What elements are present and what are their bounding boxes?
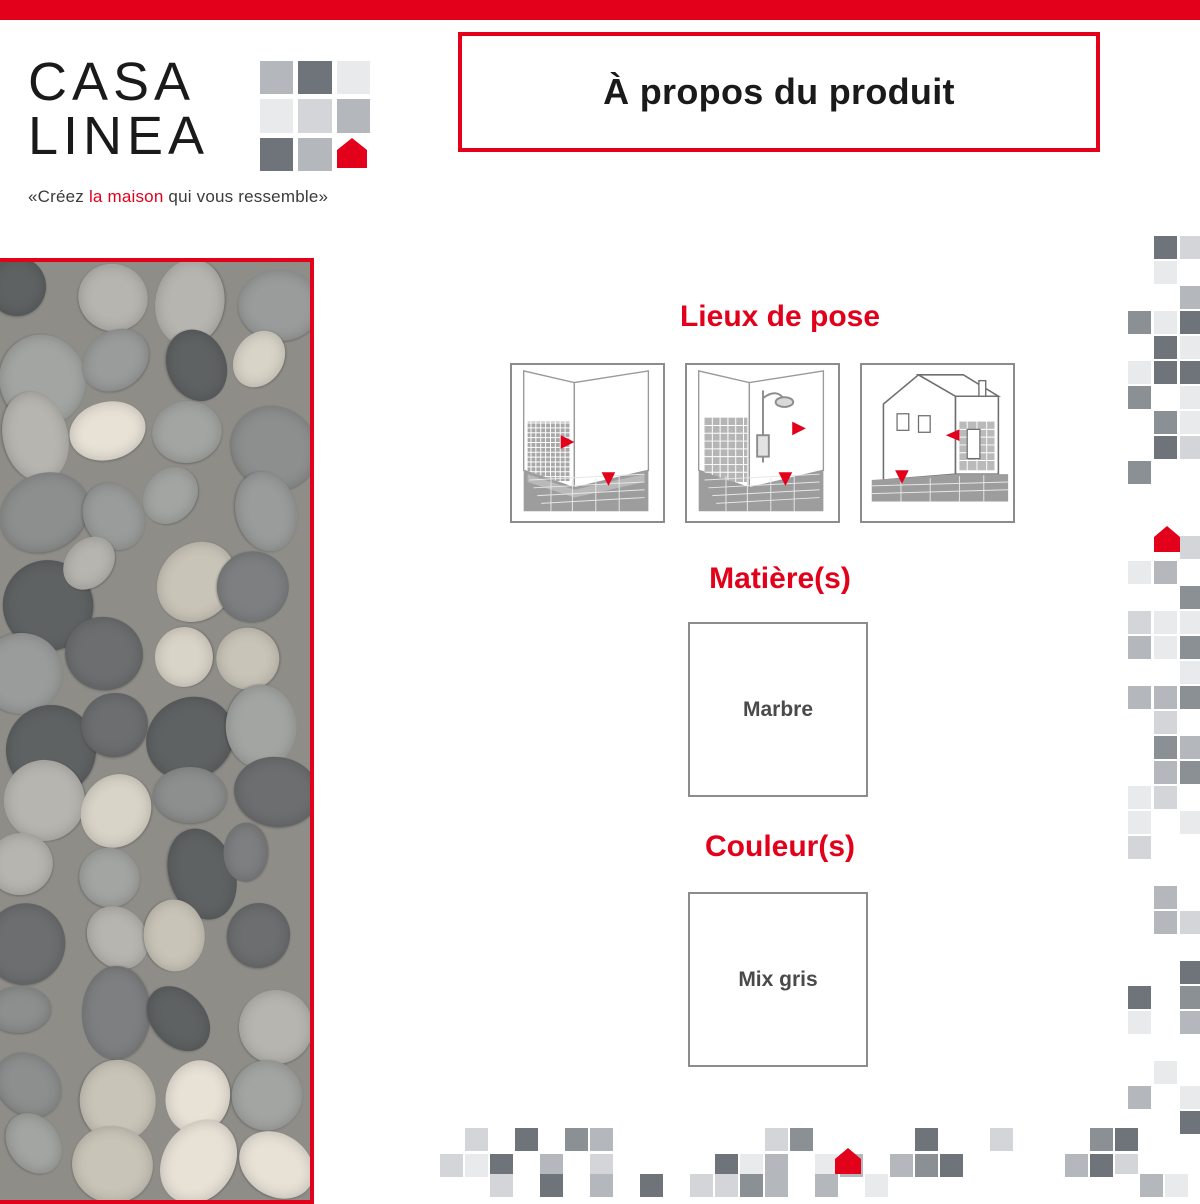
mosaic-tile [1128, 361, 1151, 384]
mosaic-tile [990, 1128, 1013, 1151]
mosaic-tile [1180, 361, 1200, 384]
mosaic-tile [1090, 1154, 1113, 1177]
mosaic-tile [1140, 1174, 1163, 1197]
mosaic-tile [1015, 1128, 1038, 1151]
pebble [148, 397, 226, 468]
mosaic-tile [1128, 386, 1151, 409]
mosaic-tile [440, 1154, 463, 1177]
mosaic-tile [1180, 411, 1200, 434]
mosaic-tile [1154, 236, 1177, 259]
mosaic-tile [1128, 986, 1151, 1009]
mosaic-tile [1140, 1128, 1163, 1151]
house-exterior-icon [860, 363, 1015, 523]
mosaic-tile [1154, 411, 1177, 434]
brand-logo [28, 52, 428, 207]
pebble [0, 258, 48, 319]
logo-house-icon [337, 138, 370, 171]
mosaic-tile [1128, 311, 1151, 334]
mosaic-tile [1180, 611, 1200, 634]
wall-floor-interior-icon [510, 363, 665, 523]
mosaic-tile [1154, 636, 1177, 659]
mosaic-tile [1154, 361, 1177, 384]
mosaic-tile [1154, 911, 1177, 934]
mosaic-tile [1128, 561, 1151, 584]
pebble [81, 965, 151, 1060]
mosaic-tile [915, 1128, 938, 1151]
mosaic-tile [1128, 811, 1151, 834]
pebble [153, 767, 228, 825]
mosaic-tile [1154, 711, 1177, 734]
mosaic-tile [915, 1154, 938, 1177]
mosaic-tile [1128, 611, 1151, 634]
mosaic-tile [1128, 461, 1151, 484]
mosaic-tile [1180, 911, 1200, 934]
mosaic-tile [465, 1128, 488, 1151]
mosaic-tile [765, 1174, 788, 1197]
matiere-value-box [688, 622, 868, 797]
mosaic-tile [1180, 961, 1200, 984]
mosaic-tile [1154, 336, 1177, 359]
mosaic-tile [1128, 936, 1151, 959]
mosaic-tile [790, 1174, 813, 1197]
mosaic-tile [890, 1154, 913, 1177]
brand-tagline [28, 187, 428, 207]
pebble [225, 684, 298, 769]
pebble [144, 1104, 253, 1204]
mosaic-tile [465, 1154, 488, 1177]
mosaic-tile [1065, 1154, 1088, 1177]
mosaic-tile [1128, 486, 1151, 509]
mosaic-tile [1128, 786, 1151, 809]
mosaic-tile [715, 1174, 738, 1197]
mosaic-tile [1180, 386, 1200, 409]
pebble [232, 982, 314, 1070]
mosaic-tile [1154, 761, 1177, 784]
pebble [152, 624, 216, 690]
mosaic-tile [1154, 311, 1177, 334]
section-title-matiere: Matière(s) [709, 562, 851, 595]
mosaic-tile [1154, 836, 1177, 859]
mosaic-tile [490, 1174, 513, 1197]
mosaic-tile [1180, 336, 1200, 359]
mosaic-tile [640, 1174, 663, 1197]
mosaic-tile [1180, 986, 1200, 1009]
mosaic-tile [1154, 436, 1177, 459]
brand-name-line2: LINEA [28, 106, 210, 166]
mosaic-tile [590, 1128, 613, 1151]
tagline-highlight: la maison [88, 187, 164, 206]
mosaic-tile [1180, 286, 1200, 309]
mosaic-tile [565, 1128, 588, 1151]
mosaic-strip-bottom [440, 1128, 1200, 1200]
page-title: À propos du produit [603, 71, 955, 112]
mosaic-strip-right [1128, 236, 1200, 1144]
pebble [0, 984, 53, 1034]
mosaic-tile [1154, 811, 1177, 834]
mosaic-tile [1180, 236, 1200, 259]
mosaic-tile [1180, 436, 1200, 459]
mosaic-tile [740, 1128, 763, 1151]
mosaic-tile [1180, 736, 1200, 759]
mosaic-tile [640, 1128, 663, 1151]
mosaic-tile [790, 1128, 813, 1151]
section-title-lieux-de-pose: Lieux de pose [679, 300, 881, 333]
mosaic-tile [1180, 761, 1200, 784]
page-title-box [458, 32, 1100, 152]
mosaic-tile [1115, 1128, 1138, 1151]
mosaic-tile [515, 1128, 538, 1151]
pebble [229, 751, 314, 832]
top-accent-bar [0, 0, 1200, 20]
couleur-value: Mix gris [738, 967, 818, 991]
product-photo [0, 258, 314, 1204]
matiere-value: Marbre [742, 697, 814, 721]
mosaic-tile [1128, 686, 1151, 709]
pebble [134, 974, 223, 1064]
mosaic-tile [1180, 1011, 1200, 1034]
mosaic-tile [1154, 986, 1177, 1009]
mosaic-tile [1180, 686, 1200, 709]
mosaic-tile [1128, 1011, 1151, 1034]
mosaic-tile [1180, 586, 1200, 609]
mosaic-tile [1165, 1174, 1188, 1197]
mosaic-house-icon [1154, 526, 1180, 552]
pebble-mosaic-image [0, 262, 310, 1200]
pebble [223, 822, 269, 883]
pebble [0, 888, 80, 1000]
logo-mosaic-icon [260, 61, 370, 171]
mosaic-tile [1115, 1174, 1138, 1197]
mosaic-tile [940, 1154, 963, 1177]
brand-name-line1: CASA [28, 52, 196, 112]
mosaic-tile [1180, 536, 1200, 559]
mosaic-tile [990, 1174, 1013, 1197]
mosaic-tile [1154, 686, 1177, 709]
mosaic-tile [1180, 311, 1200, 334]
pebble [227, 1118, 314, 1204]
mosaic-tile [865, 1174, 888, 1197]
couleur-value-box [688, 892, 868, 1067]
pebble [65, 1118, 159, 1204]
mosaic-tile [690, 1174, 713, 1197]
tagline-pre: «Créez [28, 187, 89, 206]
tagline-post: qui vous ressemble» [163, 187, 329, 206]
mosaic-tile [1180, 1086, 1200, 1109]
mosaic-tile [1128, 836, 1151, 859]
mosaic-tile [540, 1174, 563, 1197]
mosaic-tile [1154, 736, 1177, 759]
mosaic-tile [815, 1174, 838, 1197]
pebble [237, 268, 314, 343]
pebble [213, 624, 283, 693]
mosaic-tile [1180, 661, 1200, 684]
mosaic-tile [1154, 561, 1177, 584]
mosaic-tile [765, 1128, 788, 1151]
mosaic-tile [1090, 1128, 1113, 1151]
section-title-couleur: Couleur(s) [705, 830, 855, 863]
mosaic-tile [1154, 261, 1177, 284]
mosaic-tile [1180, 861, 1200, 884]
mosaic-tile [1180, 636, 1200, 659]
mosaic-house-icon [835, 1148, 861, 1174]
mosaic-tile [1128, 1086, 1151, 1109]
mosaic-tile [1180, 811, 1200, 834]
mosaic-tile [1154, 1061, 1177, 1084]
mosaic-tile [1154, 786, 1177, 809]
pebble [0, 1102, 73, 1185]
mosaic-tile [740, 1174, 763, 1197]
mosaic-tile [590, 1174, 613, 1197]
mosaic-tile [1180, 561, 1200, 584]
mosaic-tile [1154, 886, 1177, 909]
lieux-de-pose-icons [510, 363, 1015, 523]
mosaic-tile [1154, 611, 1177, 634]
shower-icon [685, 363, 840, 523]
mosaic-tile [1128, 636, 1151, 659]
